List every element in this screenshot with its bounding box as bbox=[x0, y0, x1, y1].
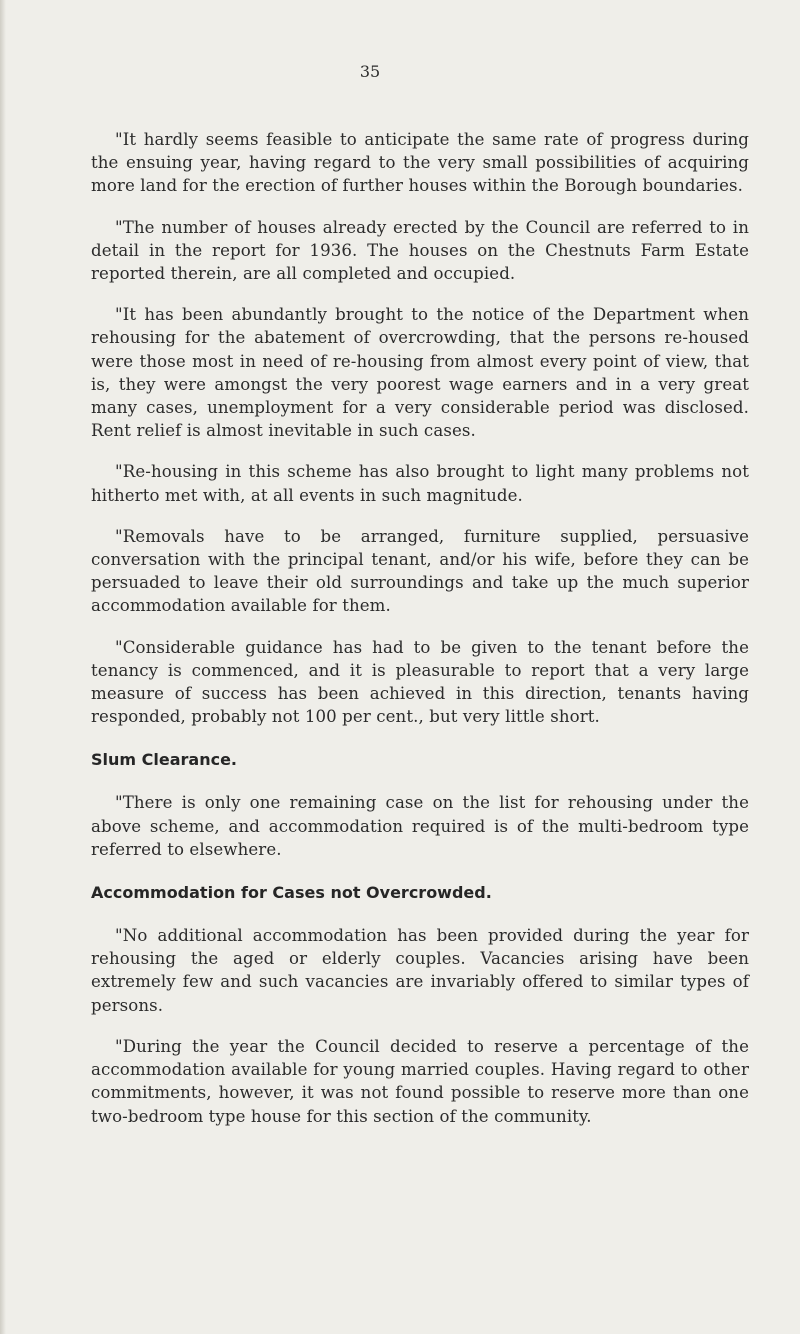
paragraph-houses-erected: "The number of houses already erected by the Council are referred to in detail in the report for 1936. The houses on the Chestnuts Farm Estate reported therein, are all completed and occupied. bbox=[91, 217, 749, 284]
paragraph-slum-remaining: "There is only one remaining case on the list for rehousing under the above scheme, and accommodation required is of the multi-bedroom type referred to elsewhere. bbox=[91, 793, 749, 859]
paragraph-aged-couples: "No additional accommodation has been provided during the year for rehousing the aged or elderly couples. Vacancies arising have been extremely few and such vacancies are invariably offered to similar types of persons. bbox=[91, 926, 749, 1015]
paragraph-feasibility: "It hardly seems feasible to anticipate the same rate of progress during the ensuing year, having regard to the very small possibilities of acquiring more land for the erection of further houses within the Borough boundaries. bbox=[91, 130, 749, 196]
page-number: 35 bbox=[359, 62, 381, 81]
paragraph-problems: "Re-housing in this scheme has also brought to light many problems not hitherto met with, at all events in such magnitude. bbox=[91, 462, 749, 505]
document-body bbox=[91, 128, 749, 1146]
heading-slum-clearance: Slum Clearance. bbox=[91, 750, 238, 770]
paragraph-young-couples: "During the year the Council decided to reserve a percentage of the accommodation available for young married couples. Having regard to other commitments, however, it was not found possible to reserve more than one two-bedroom type house for this section of the community. bbox=[91, 1036, 749, 1126]
paragraph-removals: "Removals have to be arranged, furniture supplied, persuasive conversation with the principal tenant, and/or his wife, before they can be persuaded to leave their old surroundings and take up the much superior accommodation available for them. bbox=[91, 526, 749, 616]
paragraph-guidance: "Considerable guidance has had to be given to the tenant before the tenancy is commenced, and it is pleasurable to report that a very large measure of success has been achieved in this direction, tenants having responded, probably not 100 per cent., but very little short. bbox=[91, 637, 749, 727]
heading-accommodation-not-overcrowded: Accommodation for Cases not Overcrowded. bbox=[91, 883, 492, 903]
page-edge-shadow bbox=[0, 0, 6, 1334]
paragraph-rehousing-needs: "It has been abundantly brought to the notice of the Department when rehousing for the abatement of overcrowding, that the persons re-housed were those most in need of re-housing from almost every point of view, that is, they were amongst the very poorest wage earners and in a very great many cases, unemployment for a very considerable period was disclosed. Rent relief is almost inevitable in such cases. bbox=[91, 305, 749, 441]
